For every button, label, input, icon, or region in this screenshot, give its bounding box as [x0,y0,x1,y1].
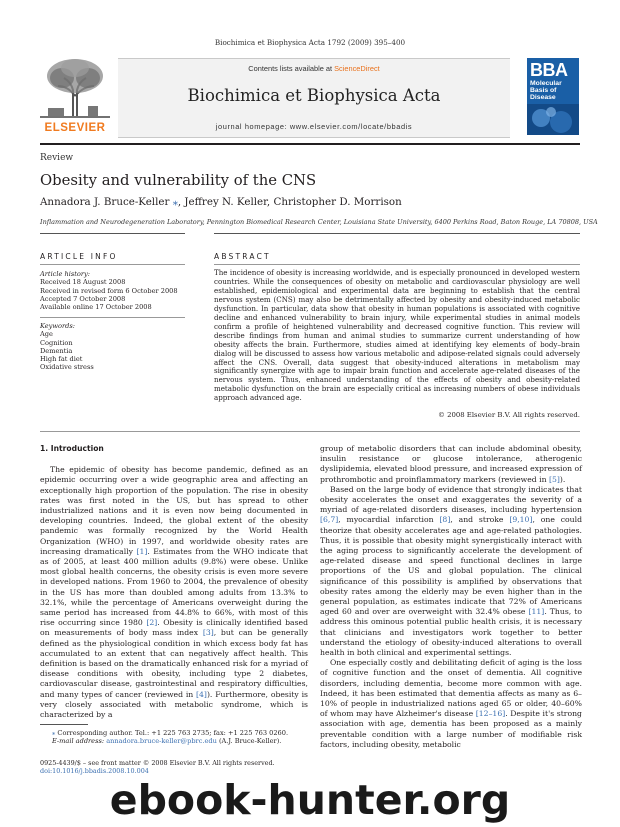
abstract-heading: ABSTRACT [214,252,271,261]
intro-paragraph-2 [320,485,582,658]
footnote-email-line [40,737,308,745]
section-heading-introduction: 1. Introduction [40,444,104,453]
running-head: Biochimica et Biophysica Acta 1792 (2009) 395–400 [214,38,406,47]
article-history [40,270,185,311]
masthead-rule [40,143,580,145]
watermark: ebook-hunter.org [109,776,511,824]
keywords-rule [40,317,185,318]
affiliation: Inflammation and Neurodegeneration Laboratory, Pennington Biomedical Research Center, Louisiana State University, 6400 Perkins Road, Baton Rouge, LA 70808, USA [40,218,598,226]
citation-link[interactable]: [12–16] [475,709,506,719]
sciencedirect-link[interactable]: ScienceDirect [334,64,380,73]
citation-link[interactable]: [2] [146,618,158,628]
info-top-rule [40,233,185,234]
front-matter-issn [40,759,308,775]
corresponding-author-footnote [40,729,308,746]
article-section-type: Review [40,153,74,163]
text-run: , myocardial infarction [338,515,440,525]
author-list [40,196,402,208]
contents-prefix: Contents lists available at [248,64,335,73]
contents-line [118,64,510,73]
elsevier-logo[interactable] [40,56,110,136]
footnote-corresponding [40,729,308,737]
text-run: ). Furthermore, obesity is very closely associated with metabolic syndrome, which is characterized by a [40,689,308,720]
cover-subtitle: Molecular Basis of Disease [530,80,562,101]
history-received: Received 18 August 2008 [40,278,126,287]
email-suffix: (A.J. Bruce-Keller). [216,737,282,746]
body-right-column [320,444,582,750]
body-left-column [40,444,308,720]
paper-title: Obesity and vulnerability of the CNS [40,172,317,189]
article-info-heading: ARTICLE INFO [40,252,118,261]
citation-link[interactable]: [1] [136,546,148,556]
text-run: group of metabolic disorders that can include abdominal obesity, insulin resistance or glucose intolerance, atherogenic dyslipidemia, elevated blood pressure, and increased expression of prothrombotic and proinflammatory markers (reviewed in [320,444,582,484]
text-run: One especially costly and debilitating deficit of aging is the loss of cognitive function and the onset of dementia. All cognitive disorders, including dementia, become more common with age. Indeed, it has been estimated that dementia affects as many as 6–10% of people in industrialized nations aged 65 or older, 40–60% of whom may have Alzheimer's disease [320,658,582,719]
issn-line: 0925-4439/$ – see front matter © 2008 Elsevier B.V. All rights reserved. [40,759,275,767]
footnote-mark: ⁎ [52,729,56,737]
journal-title: Biochimica et Biophysica Acta [187,86,441,105]
keywords [40,322,185,372]
keywords-label: Keywords: [40,322,75,330]
footnote-rule [40,724,88,725]
elsevier-tree-icon [40,56,110,118]
keyword-item: Age [40,330,53,339]
other-authors: , Jeffrey N. Keller, Christopher D. Morrison [177,196,402,208]
history-accepted: Accepted 7 October 2008 [40,294,126,303]
text-run: , one could theorize that obesity accelerates age and age-related pathologies. Thus, it is possible that obesity might synergistically interact with the aging process to significantly accelerate the development of age-related disease and speed functional declines in large proportions of the US and global population. The clinical significance of this possibility is amplified by observations that obesity rates among the elderly may be even higher than in the general population, as estimates indicate that 72% of Americans aged 60 and over are overweight with 32.4% obese [320,515,582,617]
journal-homepage-link[interactable]: journal homepage: www.elsevier.com/locate/bbadis [215,122,413,131]
abstract-top-rule [214,233,580,234]
abstract-heading-rule [214,264,580,265]
intro-paragraph-1-continued [320,444,582,485]
text-run: . Obesity is clinically identified based on measurements of body mass index [40,618,308,638]
text-run: , and stroke [450,515,510,525]
keyword-item: High fat diet [40,355,83,364]
email-label: E-mail address: [52,737,107,746]
citation-link[interactable]: [4] [196,689,207,699]
text-run: . Estimates from the WHO indicate that as of 2005, at least 400 million adults (9.8%) were obese. Unlike most global health concerns, the obesity crisis is even more severe in developed nations. From 1960 to 2004, the prevalence of obesity in the US has more than doubled among adults from 13.3% to 32.1%, while the percentage of Americans overweight during the same period has increased from 44.8% to 66%, with most of this rise occurring since 1980 [40,546,308,628]
text-run: The epidemic of obesity has become pandemic, defined as an epidemic occurring over a wide geographic area and affecting an exceptionally high proportion of the population. The rise in obesity rates was first noted in the US, but has spread to other industrialized nations and it is even now being documented in developing countries. Indeed, the global extent of the obesity pandemic was formally recognized by the World Health Organization (WHO) in 1997, and worldwide obesity rates are increasing dramatically [40,465,308,556]
text-run: . Thus, to address this ominous potential public health crisis, it is necessary that clinicians and investigators work together to better understand the etiology of obesity-induced alterations to overall health in both clinical and experimental settings. [320,607,582,658]
text-run: , but can be generally defined as the physiological condition in which excess body fat has accumulated to an extent that can negatively affect health. This definition is based on the dramatically enhanced risk for a myriad of disease conditions with obesity, including type 2 diabetes, cardiovascular disease, gastrointestinal and respiratory difficulties, and many types of cancer (reviewed in [40,628,308,699]
text-run: . Despite it's strong association with age, dementia has been proposed as a mainly preventable condition with a large number of modifiable risk factors, including obesity, metabolic [320,709,582,749]
first-author: Annadora J. Bruce-Keller [40,196,173,208]
citation-link[interactable]: [6,7] [320,515,339,525]
history-online: Available online 17 October 2008 [40,303,152,312]
text-run: ). [559,474,566,484]
cover-abbrev: BBA [530,60,568,80]
history-revised: Received in revised form 6 October 2008 [40,286,178,295]
citation-link[interactable]: [9,10] [509,515,533,525]
keyword-item: Cognition [40,338,73,347]
author-email-link[interactable]: annadora.bruce-keller@pbrc.edu [106,737,217,746]
journal-cover-thumbnail[interactable] [527,58,579,135]
citation-link[interactable]: [3] [202,628,214,638]
elsevier-wordmark: ELSEVIER [44,122,106,134]
corresponding-author-mark[interactable]: ⁎ [172,196,178,208]
intro-paragraph-3 [320,658,582,750]
keyword-item: Dementia [40,346,73,355]
text-run: Based on the large body of evidence that strongly indicates that obesity accelerates the onset and exaggerates the severity of a myriad of age-related disorders diseases, including hypertension [320,484,582,515]
footnote-contact: Corresponding author. Tel.: +1 225 763 2735; fax: +1 225 763 0260. [55,729,289,737]
history-label: Article history: [40,270,90,278]
abstract-bottom-rule [40,431,580,432]
cover-art-icon [527,104,579,135]
citation-link[interactable]: [11] [528,607,545,617]
abstract-text: The incidence of obesity is increasing worldwide, and is especially pronounced in developed western countries. While the consequences of obesity on metabolic and cardiovascular physiology are well established, epidemiological and experimental data are beginning to establish that the central nervous system (CNS) may also be detrimentally affected by obesity and obesity-induced metabolic dysfunction. In particular, data show that obesity in human populations is associated with cognitive decline and enhanced vulnerability to brain injury, while experimental studies in animal models confirm a profile of heightened vulnerability and decreased cognitive function. This review will describe findings from human and animal studies to summarize current understanding of how obesity affects the brain. Furthermore, studies aimed at identifying key elements of body–brain dialog will be discussed to assess how various metabolic and adipose-related signals could adversely affect the CNS. Overall, data suggest that obesity-induced alterations in metabolism may significantly synergize with age to impair brain function and accelerate age-related diseases of the nervous system. Thus, enhanced understanding of the effects of obesity and obesity-related metabolic dysfunction on the brain are especially critical as increasing numbers of obese individuals approach advanced age. [214,268,580,403]
info-heading-rule [40,264,185,265]
abstract-copyright: © 2008 Elsevier B.V. All rights reserved. [438,411,580,419]
keyword-item: Oxidative stress [40,363,94,372]
citation-link[interactable]: [5] [549,474,560,484]
journal-banner [118,58,510,138]
doi-link[interactable]: doi:10.1016/j.bbadis.2008.10.004 [40,767,149,776]
citation-link[interactable]: [8] [439,515,451,525]
intro-paragraph-1 [40,465,308,720]
